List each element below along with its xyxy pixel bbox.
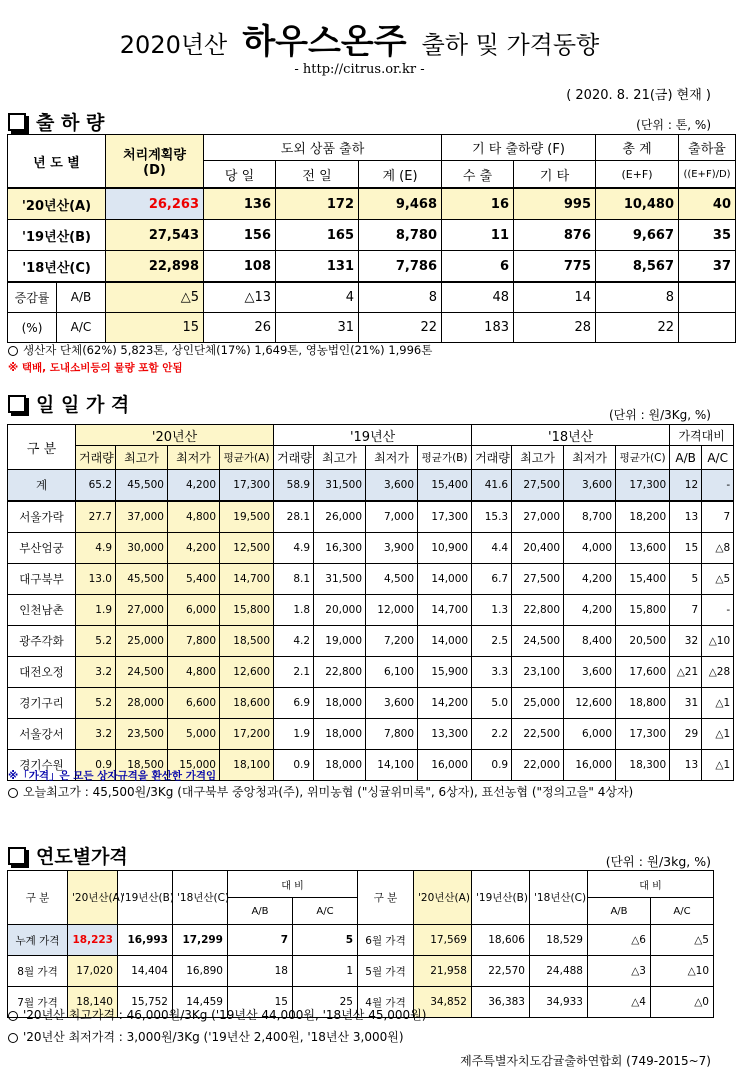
price-cell: 18,606 bbox=[472, 925, 530, 956]
yearly-note-2: '20년산 최저가격 : 3,000원/3Kg ('19년산 2,400원, '18년산 3,000원) bbox=[8, 1028, 404, 1045]
price-cell: 15 bbox=[670, 533, 702, 564]
yearly-price-table: 구 분 '20년산(A) '19년산(B) '18년산(C) 대 비 구 분 '20년산(A) '19년산(B) '18년산(C) 대 비 A/B A/C A/B A/C 누계 가격 18,223 16,993 17,299 7 5 6월 가격 17,569 18,606 18,529 △6 △5 8월 가격 17,020 14,404 16,890 18 1 5월 가격 21,958 22,570 24,488 △3 △10 7월 가격 18,140 15,752 14,459 15 25 4월 가격 34,852 36,383 34,933 △4 △0 bbox=[7, 870, 714, 1018]
price-cell: △10 bbox=[702, 626, 734, 657]
market-name: 광주각화 bbox=[8, 626, 76, 657]
table-row: '19년산(B) 27,543 156 165 8,780 11 876 9,667 35 bbox=[8, 220, 736, 251]
price-cell: 27.7 bbox=[76, 501, 116, 533]
section-title: 출 하 량 bbox=[36, 112, 105, 134]
price-cell: 65.2 bbox=[76, 470, 116, 502]
price-cell: △0 bbox=[651, 987, 714, 1018]
section-title: 일 일 가 격 bbox=[36, 394, 130, 416]
price-cell: 31,500 bbox=[314, 470, 366, 502]
col-today: 당 일 bbox=[204, 161, 276, 188]
price-cell: 3.2 bbox=[76, 719, 116, 750]
section-shipment bbox=[8, 108, 104, 135]
col-cmp: 가격대비 bbox=[670, 425, 734, 446]
price-cell: 2.5 bbox=[472, 626, 512, 657]
price-cell: 20,000 bbox=[314, 595, 366, 626]
price-cell: 8.1 bbox=[274, 564, 314, 595]
circle-bullet-icon bbox=[8, 346, 18, 356]
price-cell: 18,500 bbox=[116, 750, 168, 781]
price-cell: 14,000 bbox=[418, 626, 472, 657]
title-tail: 출하 및 가격동향 bbox=[421, 31, 600, 59]
price-cell: 7 bbox=[228, 925, 293, 956]
price-cell: 28.1 bbox=[274, 501, 314, 533]
price-cell: 17,300 bbox=[418, 501, 472, 533]
price-cell: 12,600 bbox=[220, 657, 274, 688]
price-cell: 3.3 bbox=[472, 657, 512, 688]
price-cell: 18,800 bbox=[616, 688, 670, 719]
price-cell: 25,000 bbox=[116, 626, 168, 657]
price-cell: 0.9 bbox=[274, 750, 314, 781]
price-cell: 0.9 bbox=[76, 750, 116, 781]
col-domestic: 도외 상품 출하 bbox=[204, 135, 442, 161]
price-cell: 3,600 bbox=[564, 470, 616, 502]
price-cell: 15,752 bbox=[118, 987, 173, 1018]
price-cell: 17,600 bbox=[616, 657, 670, 688]
circle-bullet-icon bbox=[8, 788, 18, 798]
market-name: 인천남촌 bbox=[8, 595, 76, 626]
price-cell: 7,200 bbox=[366, 626, 418, 657]
col-y19: '19년산 bbox=[274, 425, 472, 446]
price-cell: 15,900 bbox=[418, 657, 472, 688]
unit-label: (단위 : 원/3Kg, %) bbox=[608, 408, 711, 422]
price-cell: 6,600 bbox=[168, 688, 220, 719]
price-cell: 21,958 bbox=[414, 956, 472, 987]
col-y20: '20년산 bbox=[76, 425, 274, 446]
price-cell: 27,000 bbox=[116, 595, 168, 626]
section-daily-price bbox=[8, 390, 129, 417]
col-prev: 전 일 bbox=[276, 161, 359, 188]
price-cell: 1.9 bbox=[274, 719, 314, 750]
report-date: ( 2020. 8. 21(금) 현재 ) bbox=[566, 88, 711, 103]
unit-label: (단위 : 원/3kg, %) bbox=[605, 854, 711, 869]
col-other: 기 타 출하량 (F) bbox=[442, 135, 596, 161]
footer-org: 제주특별자치도감귤출하연합회 (749-2015~7) bbox=[460, 1054, 711, 1068]
price-cell: 13 bbox=[670, 501, 702, 533]
price-cell: 15.3 bbox=[472, 501, 512, 533]
table-row: 증감률 A/B △5 △13 4 8 48 14 8 bbox=[8, 282, 736, 313]
price-cell: 17,020 bbox=[68, 956, 118, 987]
price-cell: 14,700 bbox=[418, 595, 472, 626]
daily-note-1: ※「가격」은 모든 상자규격을 환산한 가격임 bbox=[8, 770, 217, 782]
page-title bbox=[0, 14, 719, 63]
price-cell: 20,500 bbox=[616, 626, 670, 657]
price-cell: 1.9 bbox=[76, 595, 116, 626]
price-cell: 15,000 bbox=[168, 750, 220, 781]
table-row bbox=[8, 719, 734, 750]
price-cell: 18,100 bbox=[220, 750, 274, 781]
table-row bbox=[8, 564, 734, 595]
table-row bbox=[8, 688, 734, 719]
price-cell: 17,300 bbox=[616, 719, 670, 750]
price-cell: 12,500 bbox=[220, 533, 274, 564]
col-y18: '18년산 bbox=[472, 425, 670, 446]
table-row bbox=[8, 533, 734, 564]
col-sum: 계 (E) bbox=[359, 161, 442, 188]
market-name: 부산엄궁 bbox=[8, 533, 76, 564]
price-cell: 1.8 bbox=[274, 595, 314, 626]
price-cell: △1 bbox=[702, 750, 734, 781]
price-cell: 29 bbox=[670, 719, 702, 750]
col-plan: 처리계획량 (D) bbox=[106, 135, 204, 189]
price-cell: 4,800 bbox=[168, 657, 220, 688]
col-rate: 출하율 bbox=[679, 135, 736, 161]
price-cell: 2.1 bbox=[274, 657, 314, 688]
price-cell: 4.2 bbox=[274, 626, 314, 657]
price-cell: 22,500 bbox=[512, 719, 564, 750]
daily-body bbox=[8, 470, 734, 781]
price-cell: 5.0 bbox=[472, 688, 512, 719]
price-cell: 20,400 bbox=[512, 533, 564, 564]
price-cell: 6.7 bbox=[472, 564, 512, 595]
price-cell: 4.9 bbox=[76, 533, 116, 564]
price-cell: 34,933 bbox=[530, 987, 588, 1018]
price-cell: 7,800 bbox=[168, 626, 220, 657]
price-cell: △8 bbox=[702, 533, 734, 564]
price-cell: 5 bbox=[670, 564, 702, 595]
price-cell: 13.0 bbox=[76, 564, 116, 595]
checkbox-square-icon bbox=[8, 847, 26, 865]
price-cell: 45,500 bbox=[116, 564, 168, 595]
price-cell: 15 bbox=[228, 987, 293, 1018]
price-cell: 18,600 bbox=[220, 688, 274, 719]
shipment-table bbox=[7, 134, 736, 343]
price-cell: 16,890 bbox=[173, 956, 228, 987]
table-row bbox=[8, 470, 734, 502]
price-cell: 16,300 bbox=[314, 533, 366, 564]
price-cell: 7,800 bbox=[366, 719, 418, 750]
price-cell: 1 bbox=[293, 956, 358, 987]
price-cell: 45,500 bbox=[116, 470, 168, 502]
table-row bbox=[8, 595, 734, 626]
price-cell: 16,000 bbox=[418, 750, 472, 781]
price-cell: 13 bbox=[670, 750, 702, 781]
price-cell: 7 bbox=[670, 595, 702, 626]
price-cell: - bbox=[702, 470, 734, 502]
period-name: 5월 가격 bbox=[358, 956, 414, 987]
period-name: 8월 가격 bbox=[8, 956, 68, 987]
market-name: 경기수원 bbox=[8, 750, 76, 781]
site-url: - http://citrus.or.kr - bbox=[294, 62, 425, 77]
section-yearly-price bbox=[8, 842, 128, 869]
price-cell: 25 bbox=[293, 987, 358, 1018]
price-cell: 4.9 bbox=[274, 533, 314, 564]
ship-red-note: ※ 택배, 도내소비등의 물량 포함 안됨 bbox=[8, 362, 183, 374]
price-cell: 25,000 bbox=[512, 688, 564, 719]
col-etc: 기 타 bbox=[514, 161, 596, 188]
price-cell: 15,400 bbox=[616, 564, 670, 595]
price-cell: 22,800 bbox=[314, 657, 366, 688]
circle-bullet-icon bbox=[8, 1011, 18, 1021]
unit-label: (단위 : 톤, %) bbox=[636, 118, 711, 132]
price-cell: 18,300 bbox=[616, 750, 670, 781]
price-cell: 3.2 bbox=[76, 657, 116, 688]
price-cell: 6,100 bbox=[366, 657, 418, 688]
table-row: '20년산(A) 26,263 136 172 9,468 16 995 10,480 40 bbox=[8, 188, 736, 220]
market-name: 서울강서 bbox=[8, 719, 76, 750]
price-cell: 18,500 bbox=[220, 626, 274, 657]
price-cell: 17,200 bbox=[220, 719, 274, 750]
price-cell: 3,600 bbox=[564, 657, 616, 688]
price-cell: 22,570 bbox=[472, 956, 530, 987]
price-cell: 27,500 bbox=[512, 470, 564, 502]
col-total: 총 계 bbox=[596, 135, 679, 161]
col-rate-sub: ((E+F)/D) bbox=[679, 161, 736, 188]
price-cell: 14,200 bbox=[418, 688, 472, 719]
ship-note: 생산자 단체(62%) 5,823톤, 상인단체(17%) 1,649톤, 영농법인(21%) 1,996톤 bbox=[8, 342, 432, 358]
price-cell: △5 bbox=[651, 925, 714, 956]
price-cell: 18,000 bbox=[314, 688, 366, 719]
price-cell: 4,200 bbox=[564, 564, 616, 595]
price-cell: 1.3 bbox=[472, 595, 512, 626]
price-cell: 6,000 bbox=[168, 595, 220, 626]
price-cell: 4,200 bbox=[168, 533, 220, 564]
price-cell: 2.2 bbox=[472, 719, 512, 750]
price-cell: 7,000 bbox=[366, 501, 418, 533]
table-row bbox=[8, 925, 714, 956]
price-cell: 8,400 bbox=[564, 626, 616, 657]
market-name: 서울가락 bbox=[8, 501, 76, 533]
price-cell: 4,800 bbox=[168, 501, 220, 533]
price-cell: 4,200 bbox=[564, 595, 616, 626]
col-gubun: 구 분 bbox=[8, 425, 76, 470]
price-cell: 41.6 bbox=[472, 470, 512, 502]
price-cell: 18,140 bbox=[68, 987, 118, 1018]
price-cell: 15,800 bbox=[220, 595, 274, 626]
price-cell: 22,000 bbox=[512, 750, 564, 781]
price-cell: 28,000 bbox=[116, 688, 168, 719]
market-name: 대구북부 bbox=[8, 564, 76, 595]
period-name: 7월 가격 bbox=[8, 987, 68, 1018]
price-cell: 8,700 bbox=[564, 501, 616, 533]
price-cell: 4,000 bbox=[564, 533, 616, 564]
price-cell: 26,000 bbox=[314, 501, 366, 533]
table-row bbox=[8, 501, 734, 533]
price-cell: 3,900 bbox=[366, 533, 418, 564]
price-cell: 5 bbox=[293, 925, 358, 956]
price-cell: △5 bbox=[702, 564, 734, 595]
price-cell: 17,300 bbox=[220, 470, 274, 502]
checkbox-square-icon bbox=[8, 113, 26, 131]
price-cell: 15,800 bbox=[616, 595, 670, 626]
price-cell: 22,800 bbox=[512, 595, 564, 626]
price-cell: 19,000 bbox=[314, 626, 366, 657]
price-cell: 36,383 bbox=[472, 987, 530, 1018]
price-cell: △28 bbox=[702, 657, 734, 688]
price-cell: 4,500 bbox=[366, 564, 418, 595]
price-cell: 18 bbox=[228, 956, 293, 987]
table-row: (%) A/C 15 26 31 22 183 28 22 bbox=[8, 313, 736, 343]
price-cell: 23,500 bbox=[116, 719, 168, 750]
price-cell: 14,000 bbox=[418, 564, 472, 595]
col-export: 수 출 bbox=[442, 161, 514, 188]
price-cell: △6 bbox=[588, 925, 651, 956]
table-row: '18년산(C) 22,898 108 131 7,786 6 775 8,567 37 bbox=[8, 251, 736, 283]
price-cell: △1 bbox=[702, 688, 734, 719]
title-year: 2020년산 bbox=[119, 31, 228, 59]
price-cell: 19,500 bbox=[220, 501, 274, 533]
price-cell: 18,223 bbox=[68, 925, 118, 956]
price-cell: 31 bbox=[670, 688, 702, 719]
table-row bbox=[8, 956, 714, 987]
price-cell: 5,400 bbox=[168, 564, 220, 595]
price-cell: 5.2 bbox=[76, 626, 116, 657]
price-cell: 12,000 bbox=[366, 595, 418, 626]
price-cell: 34,852 bbox=[414, 987, 472, 1018]
col-total-sub: (E+F) bbox=[596, 161, 679, 188]
yearly-body bbox=[8, 925, 714, 1018]
price-cell: 24,500 bbox=[116, 657, 168, 688]
price-cell: 30,000 bbox=[116, 533, 168, 564]
title-main: 하우스온주 bbox=[242, 22, 407, 62]
price-cell: 12 bbox=[670, 470, 702, 502]
section-title: 연도별가격 bbox=[36, 846, 128, 868]
price-cell: 3,600 bbox=[366, 470, 418, 502]
price-cell: 3,600 bbox=[366, 688, 418, 719]
price-cell: 18,000 bbox=[314, 719, 366, 750]
price-cell: △21 bbox=[670, 657, 702, 688]
price-cell: 15,400 bbox=[418, 470, 472, 502]
price-cell: 14,404 bbox=[118, 956, 173, 987]
price-cell: 14,700 bbox=[220, 564, 274, 595]
price-cell: 14,100 bbox=[366, 750, 418, 781]
price-cell: 14,459 bbox=[173, 987, 228, 1018]
period-name: 누계 가격 bbox=[8, 925, 68, 956]
market-name: 대전오정 bbox=[8, 657, 76, 688]
price-cell: 23,100 bbox=[512, 657, 564, 688]
price-cell: 0.9 bbox=[472, 750, 512, 781]
yearly-note-1: '20년산 최고가격 : 46,000원/3Kg ('19년산 44,000원, '18년산 45,000원) bbox=[8, 1006, 426, 1023]
price-cell: 4,200 bbox=[168, 470, 220, 502]
market-name: 경기구리 bbox=[8, 688, 76, 719]
price-cell: 6.9 bbox=[274, 688, 314, 719]
col-year: 년 도 별 bbox=[8, 135, 106, 189]
daily-price-table: 구 분 '20년산 '19년산 '18년산 가격대비 거래량 최고가 최저가 평균가(A) 거래량 최고가 최저가 평균가(B) 거래량 최고가 최저가 평균가(C) A/B A/C 계 65.2 45,500 4,200 17,300 58.9 31,500 3,600 15,400 41.6 27,500 3,600 17,300 12 - 서울가락 27.7 37,000 4,800 19,500 28.1 26,000 7,000 17,300 15.3 27,000 8,700 18,200 13 7 부산엄궁 4.9 30,000 4,200 12,500 4.9 16,300 3,900 10,900 4.4 20,400 4,000 13,600 15 △8 대구북부 13.0 45,500 5,400 14,700 8.1 31,500 4,500 14,000 6.7 27,500 4,200 15,400 5 △5 인천남촌 1.9 27,000 6,000 15,800 1.8 20,000 12,000 14,700 1.3 22,800 4,200 15,800 7 - 광주각화 5.2 25,000 7,800 18,500 4.2 19,000 7,200 14,000 2.5 24,500 8,400 20,500 32 △10 대전오정 3.2 24,500 4,800 12,600 2.1 22,800 6,100 15,900 3.3 23,100 3,600 17,600 △21 △28 경기구리 5.2 28,000 6,600 18,600 6.9 18,000 3,600 14,200 5.0 25,000 12,600 18,800 31 △1 서울강서 3.2 23,500 5,000 17,200 1.9 18,000 7,800 13,300 2.2 22,500 6,000 17,300 29 △1 경기수원 0.9 18,500 15,000 18,100 0.9 18,000 14,100 16,000 0.9 22,000 16,000 18,300 13 △1 bbox=[7, 424, 734, 781]
price-cell: - bbox=[702, 595, 734, 626]
price-cell: 17,300 bbox=[616, 470, 670, 502]
checkbox-square-icon bbox=[8, 395, 26, 413]
price-cell: 18,000 bbox=[314, 750, 366, 781]
market-name: 계 bbox=[8, 470, 76, 502]
price-cell: 13,300 bbox=[418, 719, 472, 750]
price-cell: 4.4 bbox=[472, 533, 512, 564]
price-cell: 5.2 bbox=[76, 688, 116, 719]
price-cell: 31,500 bbox=[314, 564, 366, 595]
price-cell: 58.9 bbox=[274, 470, 314, 502]
price-cell: 18,200 bbox=[616, 501, 670, 533]
price-cell: 18,529 bbox=[530, 925, 588, 956]
period-name: 6월 가격 bbox=[358, 925, 414, 956]
price-cell: 10,900 bbox=[418, 533, 472, 564]
price-cell: 24,488 bbox=[530, 956, 588, 987]
price-cell: 7 bbox=[702, 501, 734, 533]
price-cell: 24,500 bbox=[512, 626, 564, 657]
price-cell: 13,600 bbox=[616, 533, 670, 564]
price-cell: 27,000 bbox=[512, 501, 564, 533]
daily-note-2: 오늘최고가 : 45,500원/3Kg (대구북부 중앙청과(주), 위미농협 ("싱귤위미록", 6상자), 표선농협 ("정의고을" 4상자) bbox=[8, 783, 633, 800]
price-cell: 6,000 bbox=[564, 719, 616, 750]
price-cell: △3 bbox=[588, 956, 651, 987]
price-cell: △4 bbox=[588, 987, 651, 1018]
price-cell: △10 bbox=[651, 956, 714, 987]
table-row bbox=[8, 626, 734, 657]
price-cell: △1 bbox=[702, 719, 734, 750]
price-cell: 16,000 bbox=[564, 750, 616, 781]
table-row bbox=[8, 657, 734, 688]
price-cell: 32 bbox=[670, 626, 702, 657]
price-cell: 17,299 bbox=[173, 925, 228, 956]
circle-bullet-icon bbox=[8, 1033, 18, 1043]
price-cell: 27,500 bbox=[512, 564, 564, 595]
period-name: 4월 가격 bbox=[358, 987, 414, 1018]
price-cell: 17,569 bbox=[414, 925, 472, 956]
price-cell: 16,993 bbox=[118, 925, 173, 956]
price-cell: 5,000 bbox=[168, 719, 220, 750]
price-cell: 37,000 bbox=[116, 501, 168, 533]
price-cell: 12,600 bbox=[564, 688, 616, 719]
